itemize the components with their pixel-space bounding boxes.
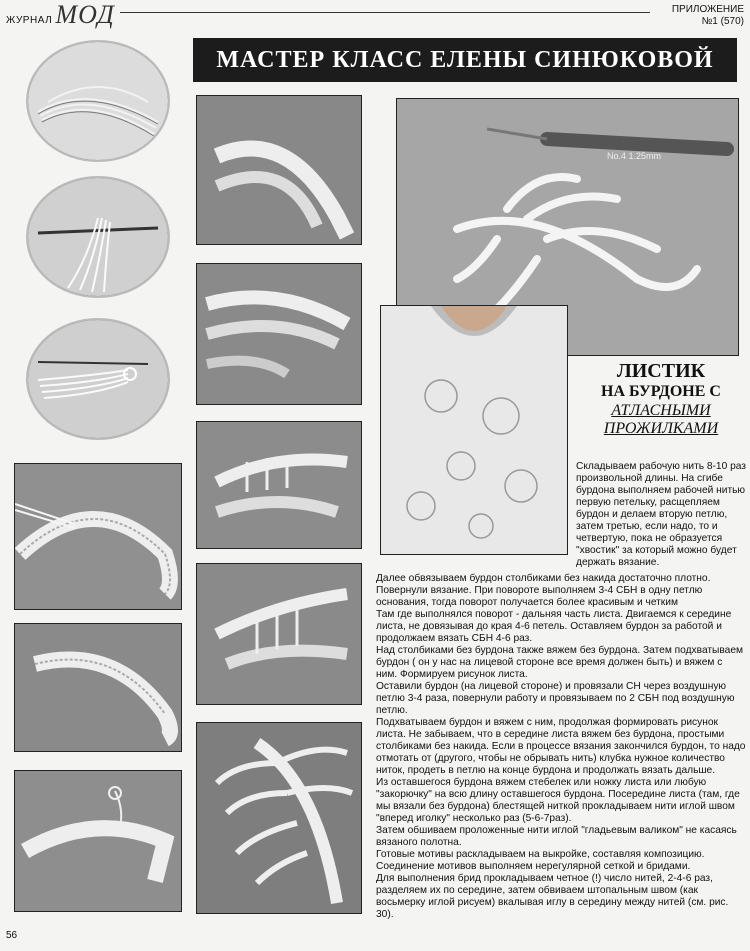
instruction-paragraph: Над столбиками без бурдона также вяжем без бурдона. Затем подхватываем бурдон ( он у нас на лицевой стороне все время должен быть) и вяжем с ним. Формируем рисунок листа. (376, 645, 744, 680)
instruction-paragraph: Из оставшегося бурдона вяжем стебелек или ножку листа или любую "закорючку" на всю длину оставшегося бурдона. Посередине листа (там, где мы вязали без бурдона) блестящей ниткой прокладываем нити иглой швом "вперед иголку" несколько раз (5-6-7раз). (376, 777, 740, 824)
header-rule (120, 12, 650, 13)
step-photo-2 (26, 176, 170, 298)
supplement-label: ПРИЛОЖЕНИЕ (671, 4, 744, 15)
intro-paragraph: Складываем рабочую нить 8-10 раз произвольной длины. На сгибе бурдона выполняем рабочей нитью первую петельку, расщепляем бурдон и делаем вторую петлю, затем третью, если надо, то и четвертую, пока не образуется "хвостик" за который можно будет держать вязание. (576, 461, 746, 568)
step-photo-4 (14, 463, 182, 610)
instruction-paragraph: Соединение мотивов выполняем нерегулярной сеткой и бридами. (376, 861, 691, 872)
step-photo-5 (14, 623, 182, 752)
journal-label: ЖУРНАЛ (6, 15, 53, 26)
title-bar (193, 38, 737, 82)
page-title: МАСТЕР КЛАСС ЕЛЕНЫ СИНЮКОВОЙ (216, 46, 714, 73)
instruction-paragraph: Там где выполнялся поворот - дальняя часть листа. Двигаемся к середине листа, не довязывая до края 4-6 петель. Оставляем бурдон за работой и продолжаем вязать СБН 4-6 раз. (376, 609, 732, 644)
journal-header (6, 0, 115, 30)
subtitle-line-3: АТЛАСНЫМИ (611, 402, 711, 419)
instruction-paragraph: Затем обшиваем проложенные нити иглой "гладьевым валиком" не касаясь вязаного полотна. (376, 825, 737, 848)
subtitle-line-4: ПРОЖИЛКАМИ (603, 420, 719, 437)
step-photo-9 (196, 421, 362, 549)
page-number: 56 (6, 930, 18, 941)
step-photo-7 (196, 95, 362, 245)
issue-number: №1 (570) (701, 16, 744, 27)
instruction-paragraph: Повернули вязание. При повороте выполняем 3-4 СБН в одну петлю основания, тогда поворот получается более красивым и четким (376, 585, 703, 608)
model-photo (380, 305, 568, 555)
step-photo-11 (196, 722, 362, 914)
hook-label: No.4 1.25mm (607, 151, 662, 161)
intro-text (576, 461, 746, 569)
instruction-paragraph: Готовые мотивы раскладываем на выкройке, составляя композицию. (376, 849, 705, 860)
subtitle-line-1: ЛИСТИК (616, 360, 706, 382)
step-photo-1 (26, 40, 170, 162)
instruction-paragraph: Для выполнения брид прокладываем четное (!) число нитей, 2-4-6 раз, разделяем их по середине, затем обвиваем штопальным швом (как восьмерку иглой рисуем) вкалывая иглу в середину между нитей (см. рис. 30). (376, 873, 729, 920)
step-photo-6 (14, 770, 182, 912)
instructions-text (376, 573, 746, 921)
step-photo-3 (26, 318, 170, 440)
issue-info (672, 4, 744, 28)
journal-logo: МОД (55, 0, 115, 29)
step-photo-8 (196, 263, 362, 405)
instruction-paragraph: Далее обвязываем бурдон столбиками без накида достаточно плотно. (376, 573, 711, 584)
instruction-paragraph: Оставили бурдон (на лицевой стороне) и провязали СН через воздушную петлю 3-4 раза, повернули работу и провязываем по 2 СБН под воздушную петлю. (376, 681, 735, 716)
leaf-subtitle (576, 360, 746, 438)
instruction-paragraph: Подхватываем бурдон и вяжем с ним, продолжая формировать рисунок листа. Не забываем, что в середине листа вяжем без бурдона, простыми столбиками без накида. Если в процессе вязания закончился бурдон, то надо отмотать от (другого, чтобы не обрывать нить) клубка нужное количество ниток, продеть в петлю на конце бурдона и продолжать вязать дальше. (376, 717, 746, 776)
step-photo-10 (196, 563, 362, 705)
subtitle-line-2: НА БУРДОНЕ С (601, 383, 721, 400)
